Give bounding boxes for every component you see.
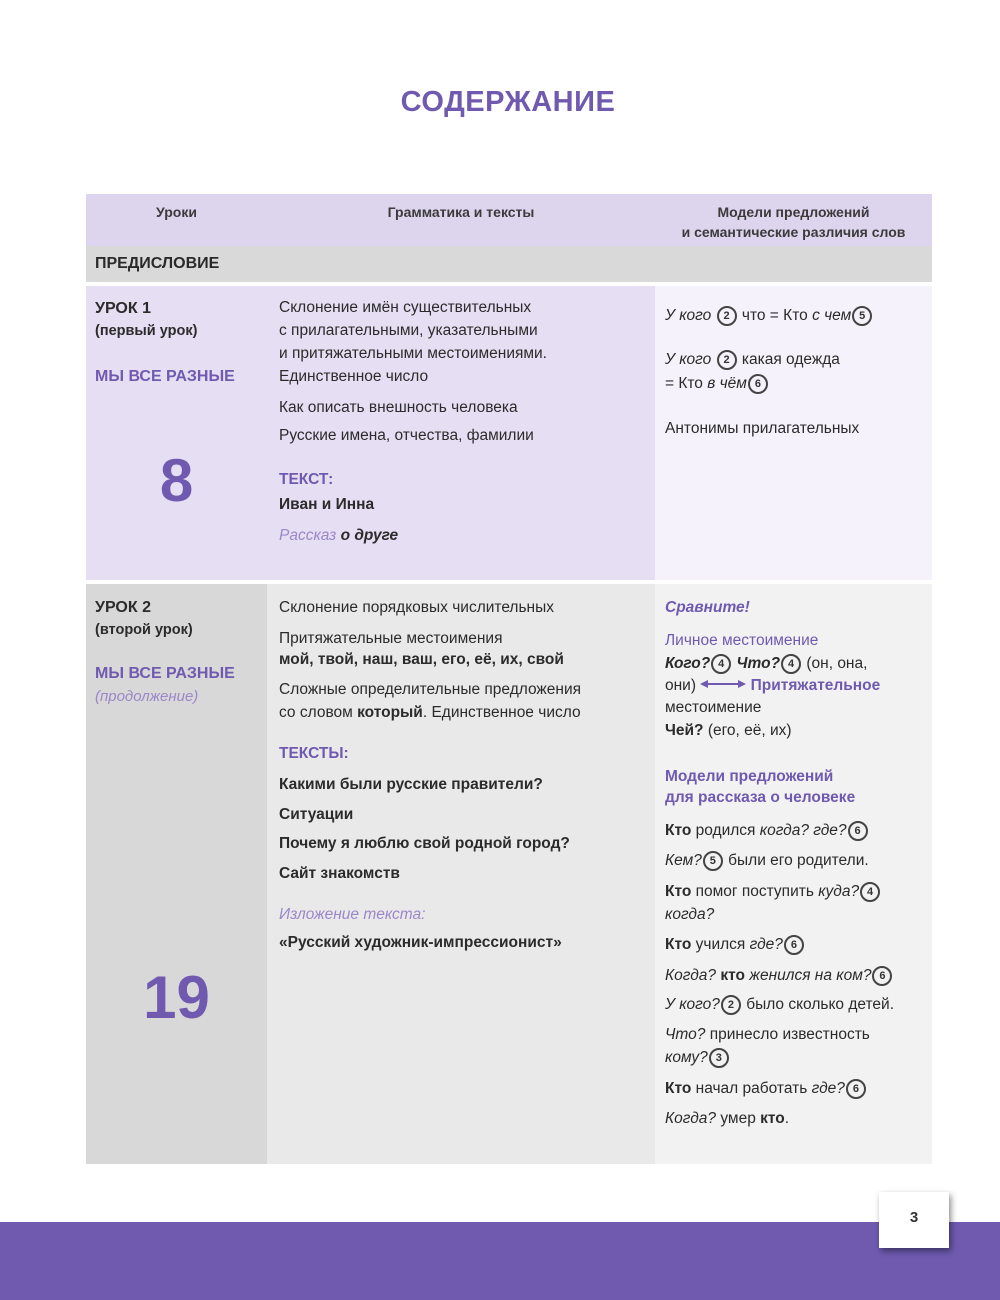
grammar-line: Склонение имён существительных	[279, 299, 532, 316]
case-number-badge: 5	[703, 851, 723, 871]
header-models-line1: Модели предложений	[717, 204, 870, 220]
model-line	[665, 819, 869, 842]
model-line	[665, 348, 840, 371]
model-part: принесло известность	[709, 1026, 870, 1043]
case-number-badge: 6	[872, 966, 892, 986]
text-title[interactable]: Почему я люблю свой родной город?	[279, 835, 570, 852]
model-line	[665, 1023, 870, 1046]
case-number-badge: 2	[717, 350, 737, 370]
model-part: Чей?	[665, 722, 704, 739]
personal-pronoun-label: Личное местоимение	[665, 632, 819, 649]
model-line	[665, 304, 873, 327]
model-part: умер	[720, 1110, 756, 1127]
case-number-badge: 4	[860, 882, 880, 902]
header-models-line2: и семантические различия слов	[681, 224, 906, 240]
model-part: они)	[665, 677, 696, 694]
lesson2-page-number: 19	[143, 964, 210, 1031]
case-number-badge: 4	[711, 654, 731, 674]
model-part: Кто	[665, 822, 692, 839]
model-part: какая одежда	[741, 351, 840, 368]
grammar-line: Сложные определительные предложения	[279, 681, 582, 698]
model-part: было сколько детей.	[746, 996, 894, 1013]
model-part: помог поступить	[695, 883, 814, 900]
double-arrow-icon	[700, 679, 746, 689]
story-prefix: Рассказ	[279, 527, 337, 544]
lesson1-title: УРОК 1	[95, 300, 151, 317]
model-line	[665, 880, 881, 903]
grammar-line: Склонение порядковых числительных	[279, 599, 555, 616]
model-part: родился	[695, 822, 756, 839]
model-part: Кем?	[665, 852, 702, 869]
model-part: Притяжательное	[750, 677, 881, 694]
model-part: куда?	[818, 883, 860, 900]
case-number-badge: 5	[852, 306, 872, 326]
lesson2-grammar	[267, 584, 655, 1164]
lesson2-theme-note: (продолжение)	[95, 688, 199, 705]
grammar-line: Единственное число	[279, 368, 429, 385]
model-line	[665, 1077, 867, 1100]
model-part: кто	[720, 967, 745, 984]
grammar-part: . Единственное число	[422, 704, 581, 721]
grammar-line: Притяжательные местоимения	[279, 630, 503, 647]
model-part: когда? где?	[759, 822, 847, 839]
grammar-line: с прилагательными, указательными	[279, 322, 538, 339]
model-part: У кого?	[665, 996, 720, 1013]
model-part: Когда?	[665, 967, 717, 984]
grammar-line: Русские имена, отчества, фамилии	[279, 427, 534, 444]
model-line: Антонимы прилагательных	[665, 420, 860, 437]
case-number-badge: 6	[784, 935, 804, 955]
summary-title[interactable]: «Русский художник-импрессионист»	[279, 934, 562, 951]
model-part: Что?	[665, 1026, 706, 1043]
case-number-badge: 2	[721, 995, 741, 1015]
model-part: что = Кто	[741, 307, 808, 324]
lesson1-cell[interactable]	[86, 286, 267, 580]
model-line	[665, 849, 869, 872]
text-title[interactable]: Какими были русские правители?	[279, 776, 543, 793]
model-part: были его родители.	[728, 852, 869, 869]
model-line: когда?	[665, 906, 715, 923]
table-header	[86, 194, 932, 246]
grammar-line: мой, твой, наш, ваш, его, её, их, свой	[279, 651, 564, 668]
model-part: где?	[811, 1080, 845, 1097]
model-part: Кто	[665, 936, 692, 953]
text-heading: ТЕКСТ:	[279, 471, 334, 488]
model-part: Что?	[736, 655, 781, 672]
model-line	[665, 719, 792, 742]
case-number-badge: 6	[848, 821, 868, 841]
grammar-part: который	[357, 704, 423, 721]
model-line	[665, 372, 769, 395]
model-line	[665, 933, 805, 956]
model-line	[665, 652, 867, 675]
summary-label: Изложение текста:	[279, 906, 426, 923]
texts-heading: ТЕКСТЫ:	[279, 745, 349, 762]
lesson1-models	[655, 286, 932, 580]
model-part: (он, она,	[806, 655, 868, 672]
model-part: Кто	[665, 883, 692, 900]
page-title: СОДЕРЖАНИЕ	[400, 86, 616, 118]
page-number: 3	[879, 1192, 949, 1248]
model-part: учился	[695, 936, 746, 953]
model-part: У кого	[665, 307, 712, 324]
model-part: (его, её, их)	[707, 722, 792, 739]
grammar-line: Как описать внешность человека	[279, 399, 518, 416]
model-line	[665, 964, 893, 987]
model-part: .	[784, 1110, 790, 1127]
model-part: с чем	[812, 307, 852, 324]
grammar-line	[279, 701, 581, 724]
header-grammar: Грамматика и тексты	[387, 204, 535, 220]
model-part: кому?	[665, 1049, 708, 1066]
text-title[interactable]: Иван и Инна	[279, 496, 375, 513]
model-part: Кого?	[665, 655, 711, 672]
model-part: в чём	[707, 375, 747, 392]
model-part: начал работать	[695, 1080, 808, 1097]
grammar-line: и притяжательными местоимениями.	[279, 345, 547, 362]
contents-table	[86, 194, 932, 1164]
lesson2-theme: МЫ ВСЕ РАЗНЫЕ	[95, 665, 235, 682]
model-line: местоимение	[665, 699, 762, 716]
footer-bar	[0, 1222, 1000, 1300]
header-lessons: Уроки	[156, 204, 197, 220]
preface-row[interactable]: ПРЕДИСЛОВИЕ	[86, 246, 932, 282]
model-part: Кто	[665, 1080, 692, 1097]
text-title[interactable]: Сайт знакомств	[279, 865, 400, 882]
model-line	[665, 1107, 789, 1130]
model-part: кто	[760, 1110, 785, 1127]
model-part: женился на ком?	[749, 967, 872, 984]
models-heading: для рассказа о человеке	[665, 789, 856, 806]
model-part: Когда?	[665, 1110, 717, 1127]
case-number-badge: 4	[781, 654, 801, 674]
text-title[interactable]: Ситуации	[279, 806, 354, 823]
lesson2-models	[655, 584, 932, 1164]
model-part: = Кто	[665, 375, 703, 392]
lesson1-grammar	[267, 286, 655, 580]
model-part: У кого	[665, 351, 712, 368]
model-line	[665, 674, 880, 697]
lesson2-title: УРОК 2	[95, 599, 151, 616]
lesson1-subtitle: (первый урок)	[95, 323, 198, 339]
lesson1-theme: МЫ ВСЕ РАЗНЫЕ	[95, 368, 235, 385]
story-suffix: о друге	[340, 527, 399, 544]
case-number-badge: 6	[846, 1079, 866, 1099]
compare-label: Сравните!	[665, 599, 750, 616]
model-line	[665, 1046, 730, 1069]
case-number-badge: 3	[709, 1048, 729, 1068]
case-number-badge: 6	[748, 374, 768, 394]
case-number-badge: 2	[717, 306, 737, 326]
model-part: где?	[749, 936, 783, 953]
lesson1-page-number: 8	[159, 447, 194, 514]
lesson2-cell[interactable]	[86, 584, 267, 1164]
models-heading: Модели предложений	[665, 768, 834, 785]
model-line	[665, 993, 894, 1016]
story-line	[279, 524, 398, 547]
lesson2-subtitle: (второй урок)	[95, 622, 193, 638]
grammar-part: со словом	[279, 704, 353, 721]
